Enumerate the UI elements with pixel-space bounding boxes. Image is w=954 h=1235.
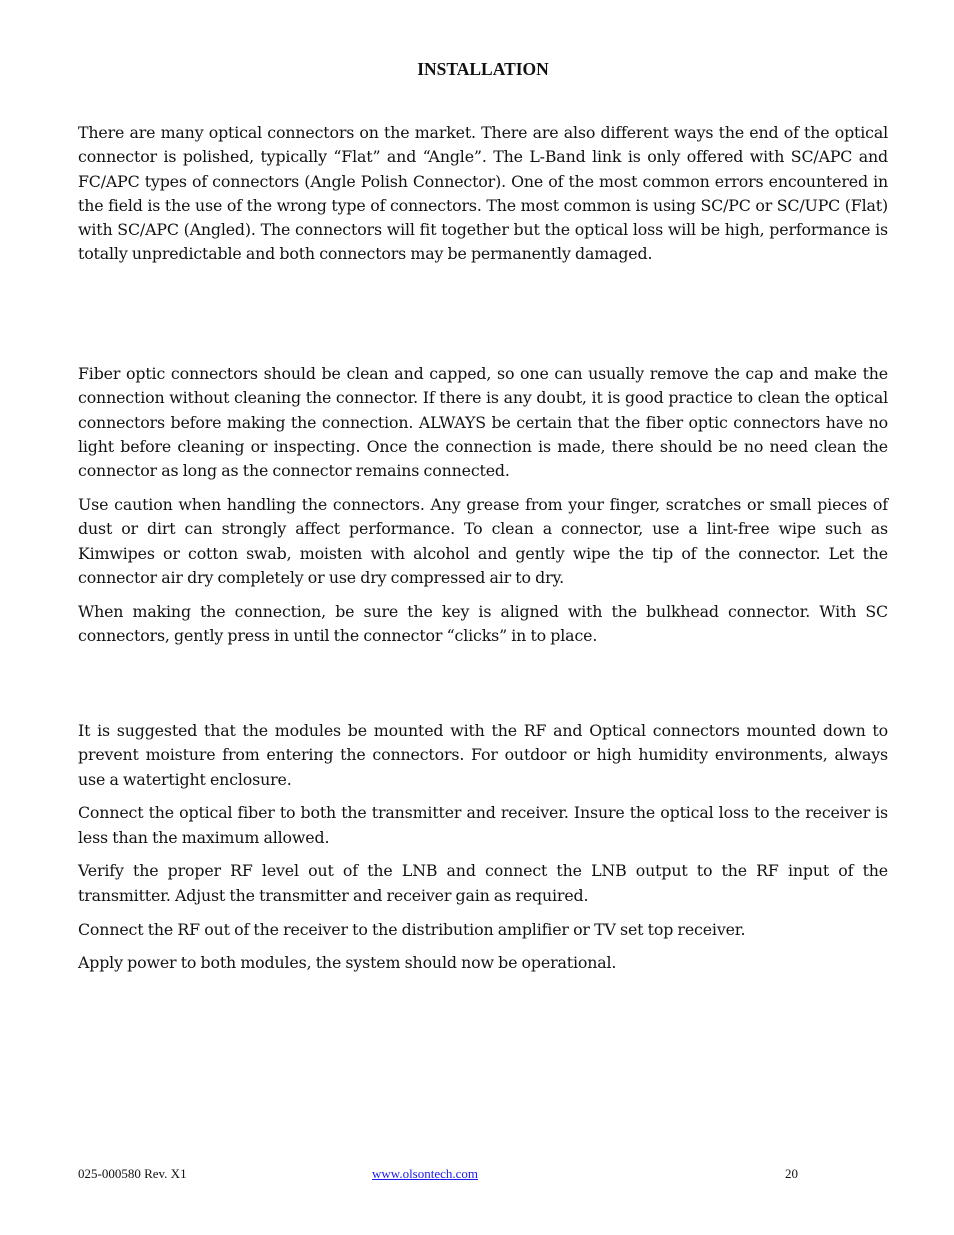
paragraph: When making the connection, be sure the key is aligned with the bulkhead connector. With SC connectors, gently press in until the connector “clicks” in to place. [78, 601, 888, 645]
paragraph: Connect the RF out of the receiver to the distribution amplifier or TV set top receiver. [78, 919, 746, 939]
paragraph: Use caution when handling the connectors. Any grease from your finger, scratches or small pieces of dust or dirt can strongly affect performance. To clean a connector, use a lint-free wipe such as Kimwipes or cotton swab, moisten with alcohol and gently wipe the tip of the connector. Let the connector air dry completely or use dry compressed air to dry. [78, 494, 888, 587]
footer-document-number: 025-000580 Rev. X1 [78, 1166, 187, 1181]
page-heading: INSTALLATION [417, 59, 549, 79]
connector-cleaning-section [78, 362, 888, 658]
mounting-section [78, 719, 888, 985]
paragraph: Fiber optic connectors should be clean and capped, so one can usually remove the cap and make the connection without cleaning the connector. If there is any doubt, it is good practice to clean the optical connectors before making the connection. ALWAYS be certain that the fiber optic connectors have no light before cleaning or inspecting. Once the connection is made, there should be no need clean the connector as long as the connector remains connected. [78, 364, 888, 481]
paragraph: Apply power to both modules, the system should now be operational. [78, 953, 617, 973]
connector-types-section [78, 121, 888, 276]
paragraph: It is suggested that the modules be mounted with the RF and Optical connectors mounted down to prevent moisture from entering the connectors. For outdoor or high humidity environments, always use a watertight enclosure. [78, 721, 888, 789]
footer-website-link[interactable]: www.olsontech.com [372, 1166, 479, 1181]
paragraph: There are many optical connectors on the market. There are also different ways the end of the optical connector is polished, typically “Flat” and “Angle”. The L-Band link is only offered with SC/APC and FC/APC types of connectors (Angle Polish Connector). One of the most common errors encountered in the field is the use of the wrong type of connectors. The most common is using SC/PC or SC/UPC (Flat) with SC/APC (Angled). The connectors will fit together but the optical loss will be high, performance is totally unpredictable and both connectors may be permanently damaged. [78, 123, 888, 264]
footer-page-number: 20 [785, 1166, 798, 1181]
paragraph: Connect the optical fiber to both the transmitter and receiver. Insure the optical loss to the receiver is less than the maximum allowed. [78, 803, 888, 847]
paragraph: Verify the proper RF level out of the LNB and connect the LNB output to the RF input of the transmitter. Adjust the transmitter and receiver gain as required. [78, 861, 888, 905]
